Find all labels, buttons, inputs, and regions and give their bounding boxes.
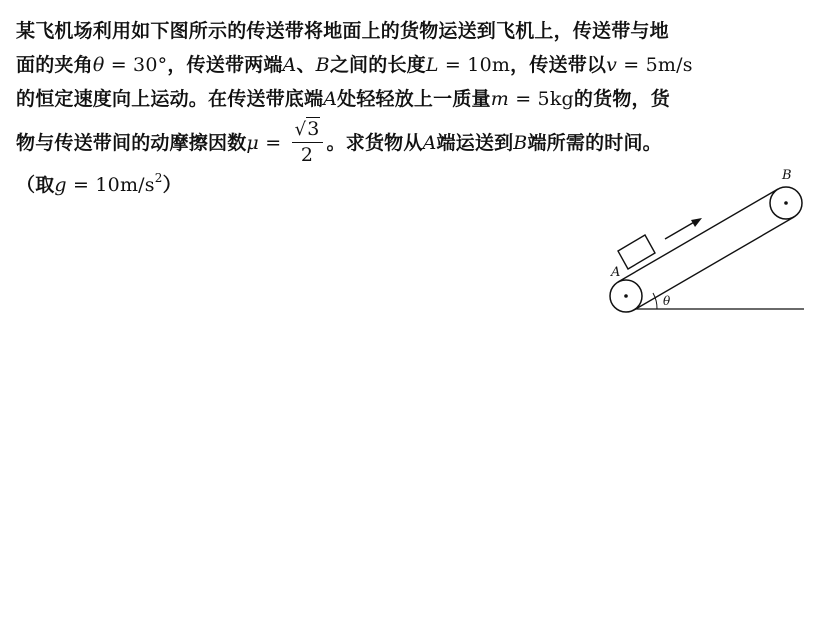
line4-text-d: 端所需的时间。 [527, 132, 662, 154]
problem-line-3 [16, 82, 828, 116]
line4-text-b: 。求货物从 [326, 132, 423, 154]
belt-lower [634, 217, 794, 310]
length-symbol: L [425, 54, 439, 76]
point-B-symbol: B [513, 132, 528, 154]
line4-text-a: 物与传送带间的动摩擦因数 [16, 132, 247, 154]
line5-text-a: （取 [16, 174, 55, 196]
mass-symbol: m [490, 88, 509, 110]
pulley-A-axle [624, 294, 628, 298]
label-A: A [611, 265, 621, 280]
label-B: B [782, 168, 792, 183]
pulley-B-axle [784, 201, 788, 205]
line2-text-d: 之间的长度 [329, 54, 426, 76]
line3-text-b: 处轻轻放上一质量 [337, 88, 491, 110]
line3-text-c: 的货物，货 [573, 88, 670, 110]
fraction-numerator [292, 117, 323, 142]
line2-text-b: ，传送带两端 [167, 54, 283, 76]
velocity-symbol: v [606, 54, 618, 76]
motion-arrow-shaft [665, 221, 696, 239]
point-A-symbol: A [323, 88, 338, 110]
belt-upper [618, 189, 778, 282]
line2-text-a: 面的夹角 [16, 54, 93, 76]
length-value: = 10m [438, 54, 511, 76]
theta-symbol: θ [92, 54, 105, 76]
gravity-exponent: 2 [154, 171, 163, 185]
angle-arc [653, 293, 657, 309]
label-theta: θ [663, 294, 671, 308]
line2-text-c: 、 [296, 54, 316, 76]
problem-line-2 [16, 48, 828, 82]
motion-arrow-head [691, 218, 702, 227]
point-A-symbol: A [282, 54, 297, 76]
gravity-value: = 10m/s [66, 174, 155, 196]
line3-text-a: 的恒定速度向上运动。在传送带底端 [16, 88, 324, 110]
sqrt-sign: √ [294, 119, 307, 140]
gravity-symbol: g [54, 174, 67, 196]
velocity-value: = 5m/s [617, 54, 693, 76]
mu-equals: = [258, 132, 288, 154]
sqrt-radicand: 3 [307, 118, 320, 140]
mu-symbol: μ [246, 132, 259, 154]
line5-text-b: ） [162, 174, 182, 196]
mass-value: = 5kg [508, 88, 574, 110]
problem-line-1 [16, 14, 828, 48]
point-A-symbol: A [422, 132, 437, 154]
fraction-denominator: 2 [300, 144, 314, 166]
theta-value: = 30° [104, 54, 168, 76]
line4-text-c: 端运送到 [436, 132, 514, 154]
mu-fraction [292, 117, 323, 167]
line2-text-e: ，传送带以 [510, 54, 607, 76]
line1-text: 某飞机场利用如下图所示的传送带将地面上的货物运送到飞机上，传送带与地 [16, 20, 669, 42]
point-B-symbol: B [315, 54, 330, 76]
conveyor-figure [600, 160, 810, 320]
conveyor-diagram [600, 160, 810, 320]
